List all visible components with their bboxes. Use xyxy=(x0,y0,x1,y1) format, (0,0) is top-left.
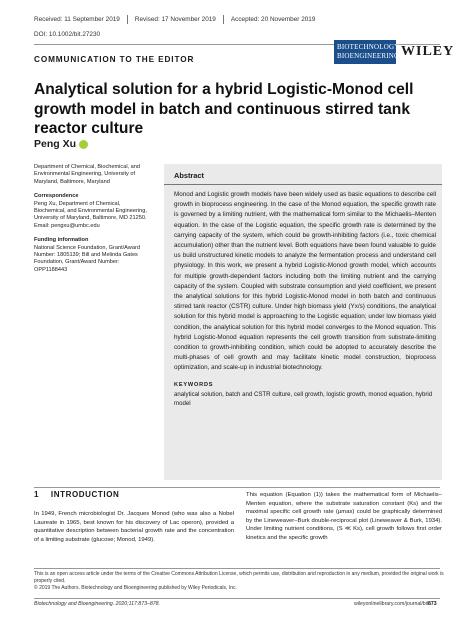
correspondence: Peng Xu, Department of Chemical, Biochemical, and Environmental Engineering, University of Maryland, Baltimore, MD 21250. Email: pengxu@umbc.edu xyxy=(34,200,147,229)
abstract-text: Monod and Logistic growth models have been widely used as basic equations to describe cell growth in bioprocess engineering. In the case of the Monod equation, the specific growth rate is governed by a limiting nutrient, with the mathematical form similar to the Michaelis–Menten equation. In the case of the Logistic equation, the specific growth rate is determined by the carrying capacity of the system, which could be growth-inhibiting factors (i.e., toxic chemical accumulation) other than the nutrient level. Both equations have been found valuable to guide us build unstructured kinetic models to analyze the fermentation process and understand cell physiology. In this work, we present a hybrid Logistic-Monod growth model, which accounts for multiple growth-dependent factors including both the limiting nutrient and the carrying capacity of the system. Coupled with substrate consumption and yield coefficient, we present the analytical solutions for this hybrid Logistic-Monod model in both batch and continuous stirred tank reactor (CSTR) culture. Under high biomass yield (Yx/s) conditions, the analytical solution for this hybrid model is approaching to the Logistic equation; under low biomass yield condition, the analytical solution for this hybrid model converges to the Monod equation. This hybrid Logistic-Monod equation represents the cell growth transition from substrate-limiting condition to growth-inhibiting condition, which could be adopted to accurately describe the multi-phases of cell growth and may facilitate kinetic model construction, bioprocess optimization, and scale-up in industrial biotechnology. xyxy=(174,191,436,372)
logo-line-2: BIOENGINEERING xyxy=(337,52,400,60)
license-note xyxy=(34,571,444,591)
license-text: This is an open access article under the terms of the Creative Commons Attribution License, which permits use, distribution and reproduction in any medium, provided the original work is properly cited. xyxy=(34,571,444,584)
keywords-heading: KEYWORDS xyxy=(174,381,214,388)
section-title: INTRODUCTION xyxy=(50,490,120,499)
intro-right-column: This equation (Equation (1)) takes the mathematical form of Michaelis–Menten equation, where the substrate saturation constant (Ks) and the maximal specific cell growth rate (μmax) could be graphically determined by the Lineweaver–Burk double-reciprocal plot (Lineweaver & Burk, 1934). Under limiting nutrient conditions, (S ≪ Ks), cell growth follows first order kinetics and the specific growth xyxy=(246,492,442,541)
section-label: COMMUNICATION TO THE EDITOR xyxy=(34,55,195,64)
author-name[interactable]: Peng Xu xyxy=(34,138,77,150)
article-dates xyxy=(34,14,440,24)
abstract-rule xyxy=(164,184,442,185)
keywords: analytical solution, batch and CSTR culture, cell growth, logistic growth, monod equation, hybrid model xyxy=(174,390,433,407)
section-number: 1 xyxy=(34,490,40,499)
correspondence-heading: Correspondence xyxy=(34,193,79,200)
doi[interactable]: DOI: 10.1002/bit.27230 xyxy=(34,31,101,38)
intro-heading xyxy=(34,490,119,499)
journal-logo xyxy=(334,40,400,64)
article-title: Analytical solution for a hybrid Logistic-Monod cell growth model in batch and continuous stirred tank reactor culture xyxy=(34,81,414,137)
divider xyxy=(127,15,128,24)
affiliation: Department of Chemical, Biochemical, and Environmental Engineering, University of Maryland, Baltimore, Maryland xyxy=(34,164,141,185)
footer-rule xyxy=(34,568,440,569)
abstract-heading: Abstract xyxy=(174,171,204,180)
affiliation-column xyxy=(34,164,152,281)
page-number: 873 xyxy=(428,601,437,607)
funding-heading: Funding information xyxy=(34,237,89,244)
logo-line-1: BIOTECHNOLOGY xyxy=(337,43,400,51)
journal-url[interactable]: wileyonlinelibrary.com/journal/bit xyxy=(354,601,429,607)
funding: National Science Foundation, Grant/Award Number: 1805139; Bill and Melinda Gates Foundation, Grant/Award Number: OPP1188443 xyxy=(34,244,140,273)
accepted-date: Accepted: 20 November 2019 xyxy=(230,15,316,23)
author-line xyxy=(34,138,88,150)
copyright: © 2019 The Authors. Biotechnology and Bioengineering published by Wiley Periodicals, Inc. xyxy=(34,584,237,591)
intro-left-column: In 1949, French microbiologist Dr. Jacques Monod (who was also a Nobel Laureate in 1965, best known for his discovery of Lac operon), provided a quantitative description between bacterial growth rate and the concentration of a limiting substrate (glucose; Monod, 1949). xyxy=(34,511,234,543)
revised-date: Revised: 17 November 2019 xyxy=(134,15,216,23)
orcid-icon[interactable] xyxy=(79,140,88,149)
abstract-box xyxy=(164,164,442,480)
section-rule xyxy=(34,487,440,488)
journal-citation: Biotechnology and Bioengineering. 2020;117:873–878. xyxy=(34,601,160,607)
received-date: Received: 11 September 2019 xyxy=(34,15,120,23)
publisher-logo: WILEY xyxy=(401,44,455,59)
divider xyxy=(223,15,224,24)
footer-rule-bottom xyxy=(34,598,440,599)
